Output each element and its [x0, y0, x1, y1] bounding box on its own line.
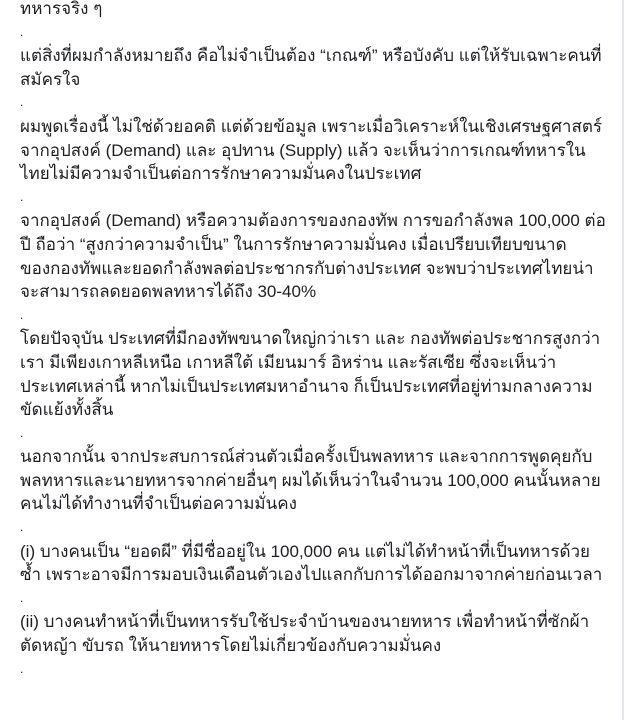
separator-dot: .	[20, 590, 24, 605]
paragraph-point-i: (i) บางคนเป็น “ยอดผี” ที่มีชื่ออยู่ใน 100,000 คน แต่ไม่ได้ทำหน้าที่เป็นทหารด้วยซ้ำ เพราะอาจมีการมอบเงินเดือนตัวเองไปแลกกับการได้ออกมาจากค่ายก่อนเวลา	[20, 541, 603, 585]
paragraph-personal-experience: นอกจากนั้น จากประสบการณ์ส่วนตัวเมื่อครั้งเป็นพลทหาร และจากการพูดคุยกับพลทหารและนายทหารจากค่ายอื่นๆ ผมได้เห็นว่าในจำนวน 100,000 คนนั้นหลายคนไม่ได้ทำงานที่จำเป็นต่อความมั่นคง	[20, 447, 601, 514]
paragraph-voluntary: แต่สิ่งที่ผมกำลังหมายถึง คือไม่จำเป็นต้อง “เกณฑ์” หรือบังคับ แต่ให้รับเฉพาะคนที่สมัครใจ	[20, 46, 602, 89]
separator-dot: .	[20, 189, 24, 204]
paragraph-economics: ผมพูดเรื่องนี้ ไม่ใช่ด้วยอคติ แต่ด้วยข้อมูล เพราะเมื่อวิเคราะห์ในเชิงเศรษฐศาสตร์จากอุปสงค์ (Demand) และ อุปทาน (Supply) แล้ว จะเห็นว่าการเกณฑ์ทหารในไทยไม่มีความจำเป็นต่อการรักษาความมั่นคงในประเทศ	[20, 116, 602, 184]
separator-dot: .	[20, 661, 24, 676]
paragraph-real-soldiers: ทหารจริง ๆ	[20, 0, 103, 18]
separator-dot: .	[20, 520, 24, 535]
separator-dot: .	[20, 307, 24, 322]
paragraph-point-ii: (ii) บางคนทำหน้าที่เป็นทหารรับใช้ประจำบ้านของนายทหาร เพื่อทำหน้าที่ซักผ้า ตัดหญ้า ขับรถ ให้นายทหารโดยไม่เกี่ยวข้องกับความมั่นคง	[20, 612, 590, 656]
post-body	[20, 0, 610, 681]
separator-dot: .	[20, 425, 24, 440]
paragraph-demand: จากอุปสงค์ (Demand) หรือความต้องการของกองทัพ การขอกำลังพล 100,000 ต่อปี ถือว่า “สูงกว่าความจำเป็น” ในการรักษาความมั่นคง เมื่อเปรียบเทียบขนาดของกองทัพและยอดกำลังพลต่อประชากรกับต่างประเทศ จะพบว่าประเทศไทยน่าจะสามารถลดยอดพลทหารได้ถึง 30-40%	[20, 211, 606, 302]
separator-dot: .	[20, 24, 24, 39]
separator-dot: .	[20, 95, 24, 110]
paragraph-comparison-countries: โดยปัจจุบัน ประเทศที่มีกองทัพขนาดใหญ่กว่าเรา และ กองทัพต่อประชากรสูงกว่าเรา มีเพียงเกาหลีเหนือ เกาหลีใต้ เมียนมาร์ อิหร่าน และรัสเซีย ซึ่งจะเห็นว่าประเทศเหล่านี้ หากไม่เป็นประเทศมหาอำนาจ ก็เป็นประเทศที่อยู่ท่ามกลางความขัดแย้งทั้งสิ้น	[20, 329, 601, 420]
